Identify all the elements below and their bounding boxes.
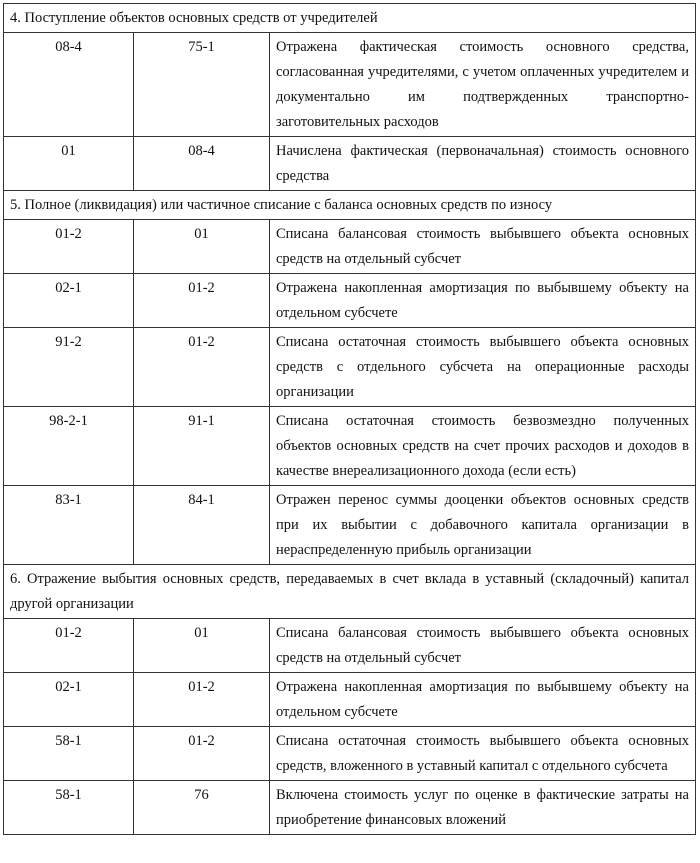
credit-account: 01-2 [134,673,270,727]
debit-account: 91-2 [4,328,134,407]
credit-account: 01-2 [134,274,270,328]
table-row [4,407,696,486]
entry-description: Списана остаточная стоимость безвозмездно полученных объектов основных средств на счет прочих расходов и доходов в качестве внереализационного дохода (если есть) [270,407,696,486]
credit-account: 76 [134,781,270,835]
debit-account: 08-4 [4,33,134,137]
entry-description: Отражена фактическая стоимость основного средства, согласованная учредителями, с учетом оплаченных учредителем и документально им подтвержденных транспортно-заготовительных расходов [270,33,696,137]
accounting-entries-table [3,3,696,835]
table-row [4,274,696,328]
credit-account: 84-1 [134,486,270,565]
credit-account: 01 [134,220,270,274]
credit-account: 75-1 [134,33,270,137]
table-row [4,33,696,137]
entry-description: Отражена накопленная амортизация по выбывшему объекту на отдельном субсчете [270,673,696,727]
entry-description: Включена стоимость услуг по оценке в фактические затраты на приобретение финансовых вложений [270,781,696,835]
entry-description: Отражен перенос суммы дооценки объектов основных средств при их выбытии с добавочного капитала организации в нераспределенную прибыль организации [270,486,696,565]
debit-account: 58-1 [4,727,134,781]
section-title: 4. Поступление объектов основных средств от учредителей [4,4,696,33]
entry-description: Списана остаточная стоимость выбывшего объекта основных средств с отдельного субсчета на операционные расходы организации [270,328,696,407]
debit-account: 83-1 [4,486,134,565]
table-row [4,727,696,781]
credit-account: 91-1 [134,407,270,486]
table-row [4,673,696,727]
section-title: 5. Полное (ликвидация) или частичное списание с баланса основных средств по износу [4,191,696,220]
entry-description: Начислена фактическая (первоначальная) стоимость основного средства [270,137,696,191]
table-row [4,486,696,565]
entry-description: Списана балансовая стоимость выбывшего объекта основных средств на отдельный субсчет [270,220,696,274]
credit-account: 01 [134,619,270,673]
entry-description: Списана балансовая стоимость выбывшего объекта основных средств на отдельный субсчет [270,619,696,673]
debit-account: 01 [4,137,134,191]
credit-account: 01-2 [134,727,270,781]
table-row [4,781,696,835]
debit-account: 98-2-1 [4,407,134,486]
section-header-row [4,191,696,220]
table-row [4,328,696,407]
table-row [4,220,696,274]
debit-account: 58-1 [4,781,134,835]
debit-account: 01-2 [4,619,134,673]
section-header-row [4,565,696,619]
credit-account: 01-2 [134,328,270,407]
debit-account: 02-1 [4,274,134,328]
entry-description: Списана остаточная стоимость выбывшего объекта основных средств, вложенного в уставный капитал с отдельного субсчета [270,727,696,781]
debit-account: 01-2 [4,220,134,274]
section-title: 6. Отражение выбытия основных средств, передаваемых в счет вклада в уставный (складочный) капитал другой организации [4,565,696,619]
table-row [4,619,696,673]
entry-description: Отражена накопленная амортизация по выбывшему объекту на отдельном субсчете [270,274,696,328]
section-header-row [4,4,696,33]
credit-account: 08-4 [134,137,270,191]
debit-account: 02-1 [4,673,134,727]
table-row [4,137,696,191]
